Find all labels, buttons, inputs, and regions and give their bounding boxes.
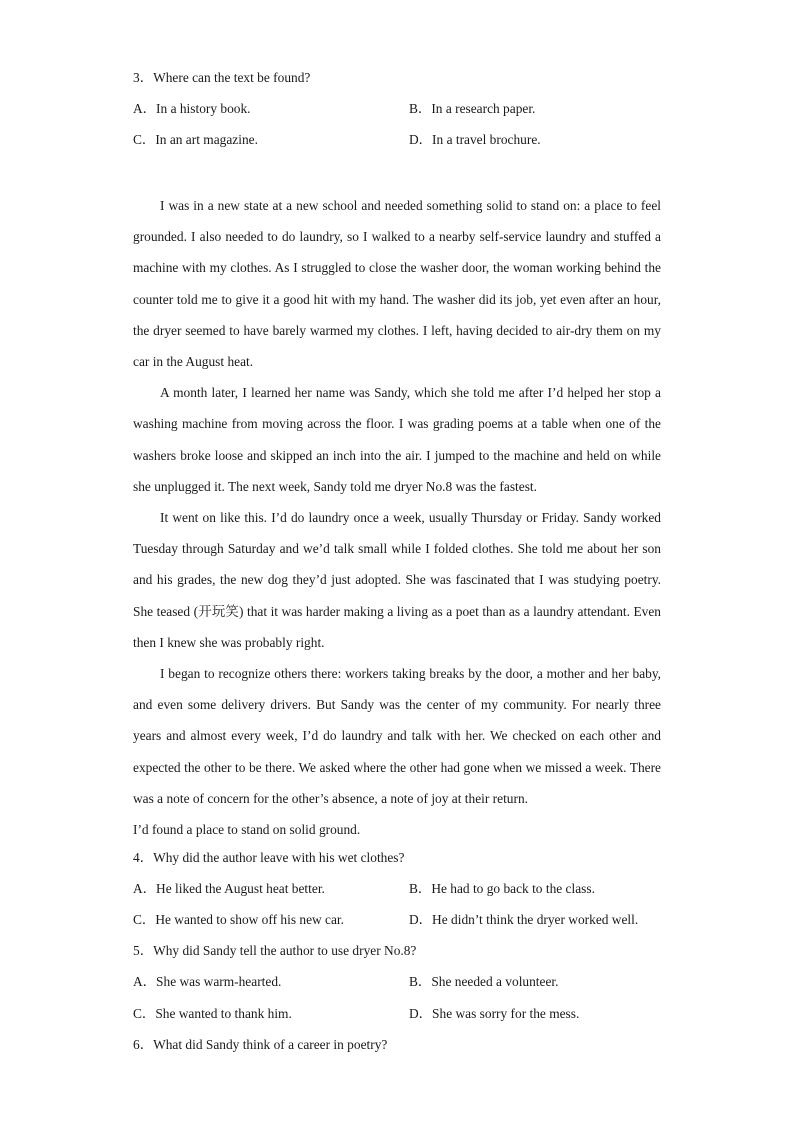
question-3-option-b[interactable]: B．In a research paper. [409,101,536,116]
question-5-stem: 5．Why did Sandy tell the author to use dryer No.8? [133,943,417,958]
question-4-option-a[interactable]: A．He liked the August heat better. [133,881,325,896]
question-3-options-row-1 [133,98,673,118]
question-5-option-d[interactable]: D．She was sorry for the mess. [409,1006,580,1021]
question-3-stem: 3．Where can the text be found? [133,70,311,85]
question-4-option-b[interactable]: B．He had to go back to the class. [409,881,595,896]
question-3-option-c[interactable]: C．In an art magazine. [133,132,258,147]
question-4-options-row-2 [133,909,673,929]
question-5-options-row-2 [133,1003,673,1023]
question-3-option-a[interactable]: A．In a history book. [133,101,251,116]
question-5-option-a[interactable]: A．She was warm-hearted. [133,974,282,989]
passage-paragraph-3: It went on like this. I’d do laundry once a week, usually Thursday or Friday. Sandy worked Tuesday through Saturday and we’d talk small while I folded clothes. She told me about her son and his grades, the new dog they’d just adopted. She was fascinated that I was studying poetry. She teased (开玩笑) that it was harder making a living as a poet than as a laundry attendant. Even then I knew she was probably right. [133,510,661,650]
question-4-option-d[interactable]: D．He didn’t think the dryer worked well. [409,912,639,927]
question-4-options-row-1 [133,878,673,898]
question-5-option-b[interactable]: B．She needed a volunteer. [409,974,559,989]
passage-paragraph-5: I’d found a place to stand on solid ground. [133,822,361,838]
passage-paragraph-1: I was in a new state at a new school and needed something solid to stand on: a place to feel grounded. I also needed to do laundry, so I walked to a nearby self-service laundry and stuffed a machine with my clothes. As I struggled to close the washer door, the woman working behind the counter told me to give it a good hit with my hand. The washer did its job, yet even after an hour, the dryer seemed to have barely warmed my clothes. I left, having decided to air-dry them on my car in the August heat. [133,198,661,370]
reading-passage [133,190,661,845]
question-4-stem: 4．Why did the author leave with his wet clothes? [133,850,405,865]
question-5-option-c[interactable]: C．She wanted to thank him. [133,1006,292,1021]
passage-paragraph-2: A month later, I learned her name was Sandy, which she told me after I’d helped her stop a washing machine from moving across the floor. I was grading poems at a table when one of the washers broke loose and skipped an inch into the air. I jumped to the machine and held on while she unplugged it. The next week, Sandy told me dryer No.8 was the fastest. [133,385,661,494]
question-6-stem: 6．What did Sandy think of a career in poetry? [133,1037,388,1052]
question-3-option-d[interactable]: D．In a travel brochure. [409,132,541,147]
question-4-option-c[interactable]: C．He wanted to show off his new car. [133,912,344,927]
question-5-options-row-1 [133,971,673,991]
question-3-options-row-2 [133,129,673,149]
passage-paragraph-4: I began to recognize others there: workers taking breaks by the door, a mother and her baby, and even some delivery drivers. But Sandy was the center of my community. For nearly three years and almost every week, I’d do laundry and talk with her. We checked on each other and expected the other to be there. We asked where the other had gone when we missed a week. There was a note of concern for the other’s absence, a note of joy at their return. [133,666,661,806]
